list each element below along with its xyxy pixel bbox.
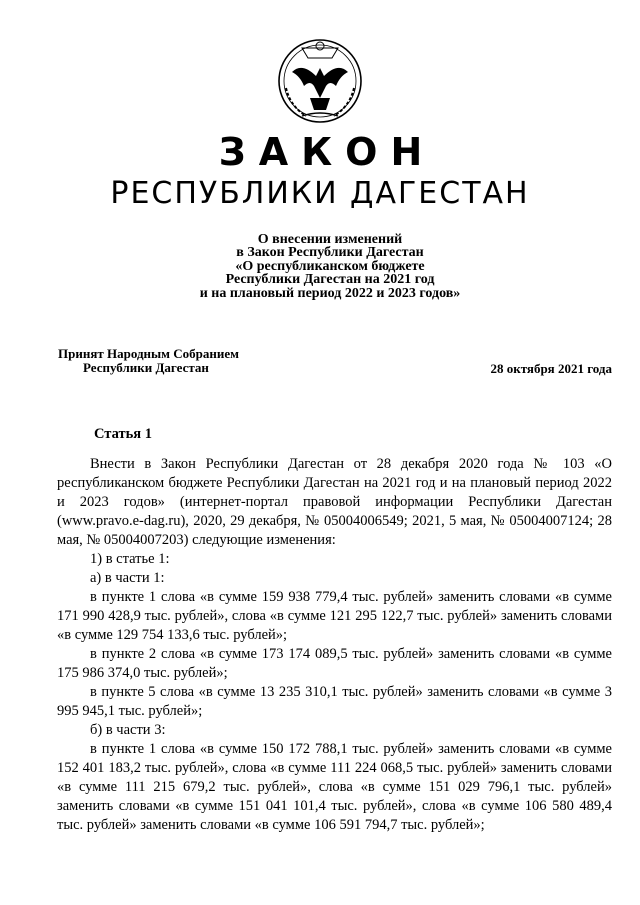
- subject-line: и на плановый период 2022 и 2023 годов»: [199, 285, 461, 301]
- paragraph: в пункте 1 слова «в сумме 150 172 788,1 тыс. рублей» заменить словами «в сумме 152 401 183,2 тыс. рублей», слова «в сумме 111 224 068,5 тыс. рублей» заменить словами «в сумме 111 215 679,2 тыс. рублей», слова «в сумме 151 029 796,1 тыс. рублей» заменить словами «в сумме 151 041 101,4 тыс. рублей», слова «в сумме 106 580 489,4 тыс. рублей» заменить словами «в сумме 106 591 794,7 тыс. рублей»;: [57, 741, 612, 833]
- article-heading: Статья 1: [94, 426, 152, 442]
- paragraph: 1) в статье 1:: [90, 551, 170, 567]
- law-title: ЗАКОН: [218, 130, 436, 174]
- article-body: [57, 455, 612, 835]
- law-subject: [140, 233, 520, 300]
- subject-line: О внесении изменений: [257, 232, 403, 247]
- republic-title: РЕСПУБЛИКИ ДАГЕСТАН: [110, 176, 530, 211]
- adoption-note: [58, 347, 239, 375]
- paragraph: в пункте 2 слова «в сумме 173 174 089,5 тыс. рублей» заменить словами «в сумме 175 986 374,0 тыс. рублей»;: [57, 646, 612, 681]
- adoption-line: Республики Дагестан: [83, 360, 209, 375]
- subject-line: Республики Дагестан на 2021 год: [225, 272, 435, 288]
- paragraph: в пункте 1 слова «в сумме 159 938 779,4 тыс. рублей» заменить словами «в сумме 171 990 428,9 тыс. рублей», слова «в сумме 121 295 122,7 тыс. рублей» заменить словами «в сумме 129 754 133,6 тыс. рублей»;: [57, 589, 612, 643]
- adoption-date: 28 октября 2021 года: [490, 361, 612, 376]
- paragraph: а) в части 1:: [90, 570, 165, 586]
- subject-line: «О республиканском бюджете: [235, 258, 425, 274]
- coat-of-arms-icon: [272, 36, 368, 126]
- subject-line: в Закон Республики Дагестан: [236, 245, 424, 261]
- paragraph: в пункте 5 слова «в сумме 13 235 310,1 тыс. рублей» заменить словами «в сумме 3 995 945,1 тыс. рублей»;: [57, 684, 612, 719]
- paragraph: Внести в Закон Республики Дагестан от 28 декабря 2020 года № 103 «О республиканском бюджете Республики Дагестан на 2021 год и на плановый период 2022 и 2023 годов» (интернет-портал правовой информации Республики Дагестан (www.pravo.e-dag.ru), 2020, 29 декабря, № 05004006549; 2021, 5 мая, № 05004007124; 28 мая, № 05004007203) следующие изменения:: [57, 456, 612, 548]
- adoption-line: Принят Народным Собранием: [58, 346, 240, 361]
- paragraph: б) в части 3:: [90, 722, 166, 738]
